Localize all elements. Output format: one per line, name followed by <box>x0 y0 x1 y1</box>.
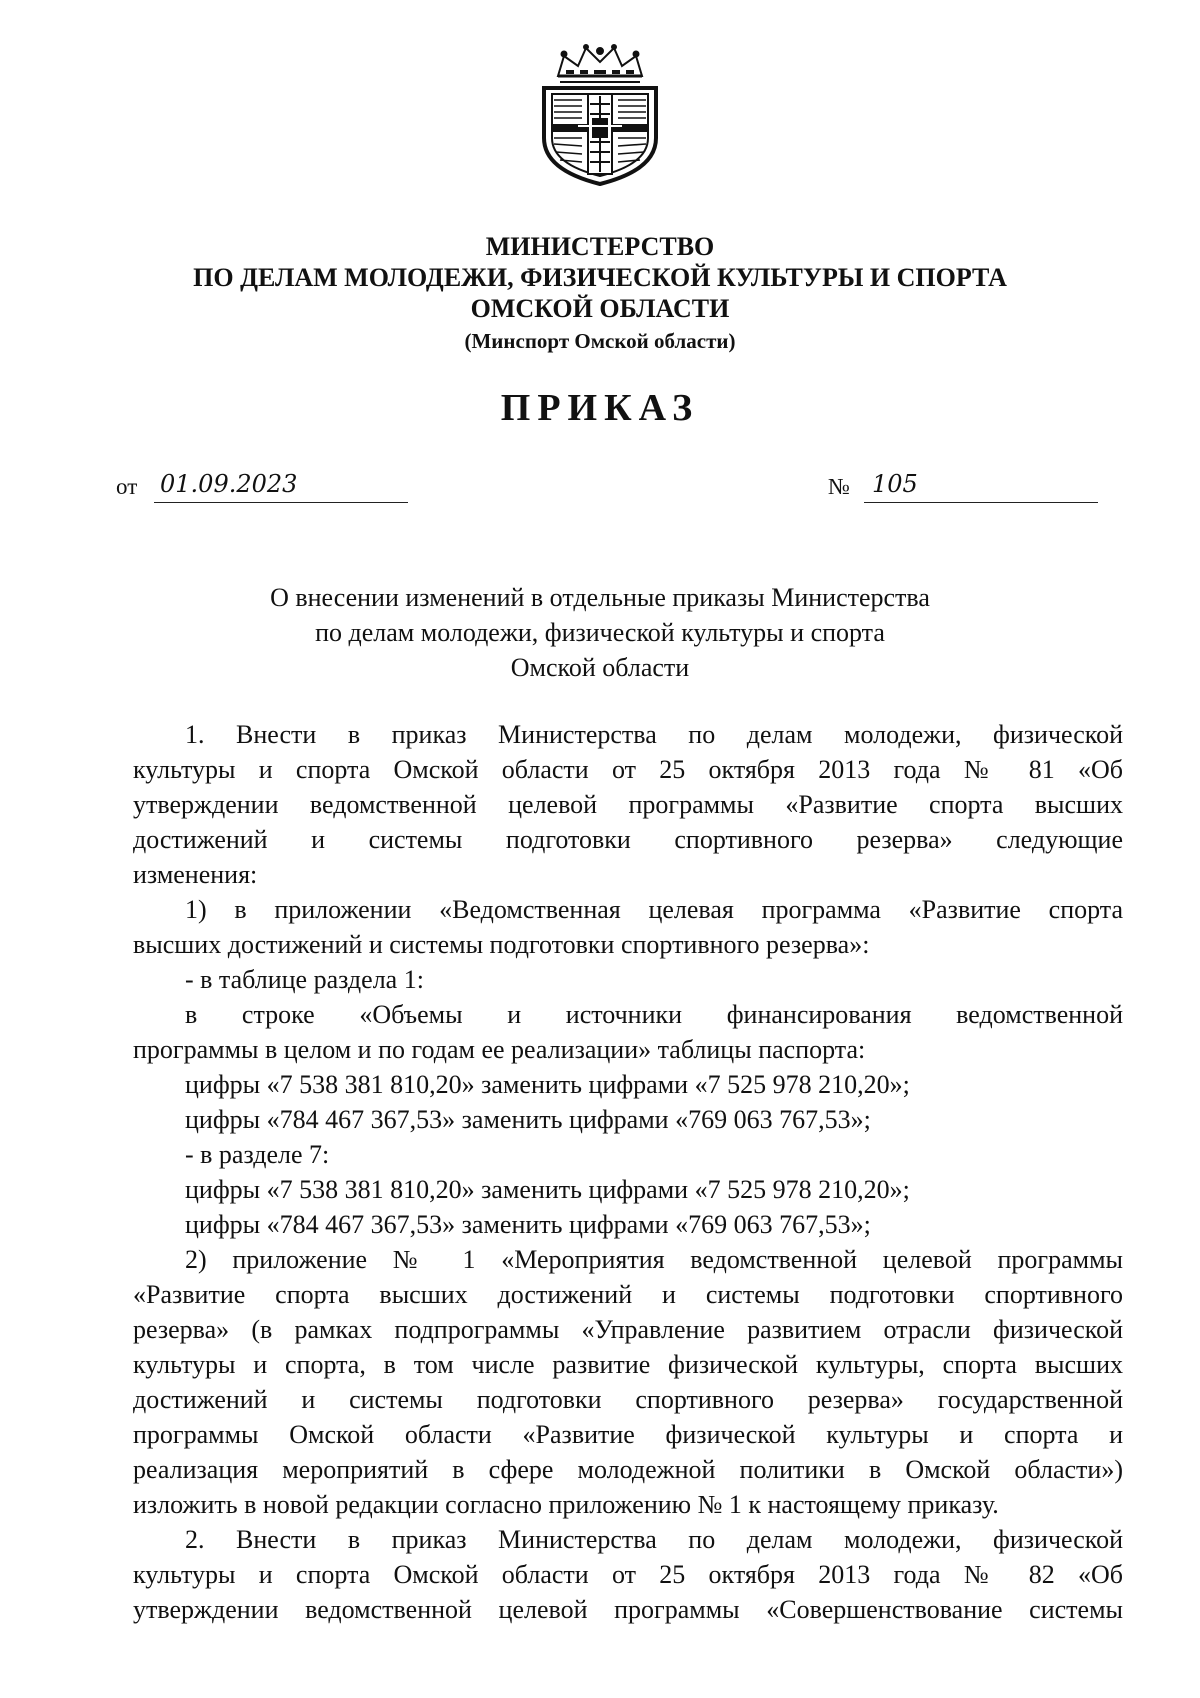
ministry-name-line-3: ОМСКОЙ ОБЛАСТИ <box>470 294 730 323</box>
body-line: цифры «7 538 381 810,20» заменить цифрами «7 525 978 210,20»; <box>185 1070 910 1099</box>
body-line: достижений и системы подготовки спортивного резерва» государственной <box>133 1385 1123 1414</box>
body-line: цифры «784 467 367,53» заменить цифрами «769 063 767,53»; <box>185 1105 871 1134</box>
date-label: от <box>116 474 138 499</box>
body-line: в строке «Объемы и источники финансирования ведомственной <box>185 1000 1123 1029</box>
body-line: изменения: <box>133 860 258 889</box>
body-line: - в таблице раздела 1: <box>185 965 424 994</box>
body-line: утверждении ведомственной целевой программы «Совершенствование системы <box>133 1595 1123 1624</box>
ministry-name-line-1: МИНИСТЕРСТВО <box>485 232 715 261</box>
body-line: утверждении ведомственной целевой программы «Развитие спорта высших <box>133 790 1123 819</box>
body-line: «Развитие спорта высших достижений и системы подготовки спортивного <box>133 1280 1123 1309</box>
coat-of-arms-emblem <box>530 42 670 188</box>
body-line: 2) приложение № 1 «Мероприятия ведомственной целевой программы <box>185 1245 1123 1274</box>
body-line: 1) в приложении «Ведомственная целевая программа «Развитие спорта <box>185 895 1123 924</box>
subject-line-3: Омской области <box>510 653 690 682</box>
body-line: высших достижений и системы подготовки спортивного резерва»: <box>133 930 870 959</box>
body-line: 1. Внести в приказ Министерства по делам молодежи, физической <box>185 720 1123 749</box>
body-line: культуры и спорта, в том числе развитие физической культуры, спорта высших <box>133 1350 1123 1379</box>
body-line: - в разделе 7: <box>185 1140 330 1169</box>
document-type-title: ПРИКАЗ <box>500 387 700 429</box>
subject-line-1: О внесении изменений в отдельные приказы Министерства <box>270 583 930 612</box>
ministry-name-line-2: ПО ДЕЛАМ МОЛОДЕЖИ, ФИЗИЧЕСКОЙ КУЛЬТУРЫ И СПОРТА <box>193 263 1007 292</box>
subject-line-2: по делам молодежи, физической культуры и спорта <box>315 618 885 647</box>
body-line: программы Омской области «Развитие физической культуры и спорта и <box>133 1420 1123 1449</box>
body-line: цифры «784 467 367,53» заменить цифрами «769 063 767,53»; <box>185 1210 871 1239</box>
date-underline <box>154 502 408 503</box>
body-line: программы в целом и по годам ее реализации» таблицы паспорта: <box>133 1035 866 1064</box>
body-line: 2. Внести в приказ Министерства по делам молодежи, физической <box>185 1525 1123 1554</box>
body-line: цифры «7 538 381 810,20» заменить цифрами «7 525 978 210,20»; <box>185 1175 910 1204</box>
body-line: достижений и системы подготовки спортивного резерва» следующие <box>133 825 1123 854</box>
number-value-handwritten: 105 <box>872 470 918 498</box>
body-line: изложить в новой редакции согласно приложению № 1 к настоящему приказу. <box>133 1490 999 1519</box>
body-line: культуры и спорта Омской области от 25 октября 2013 года № 82 «Об <box>133 1560 1123 1589</box>
body-line: реализация мероприятий в сфере молодежной политики в Омской области») <box>133 1455 1123 1484</box>
body-line: резерва» (в рамках подпрограммы «Управление развитием отрасли физической <box>133 1315 1123 1344</box>
number-underline <box>864 502 1098 503</box>
ministry-short-name: (Минспорт Омской области) <box>464 329 736 353</box>
date-value-handwritten: 01.09.2023 <box>160 470 298 498</box>
body-line: культуры и спорта Омской области от 25 октября 2013 года № 81 «Об <box>133 755 1123 784</box>
number-label: № <box>828 474 850 499</box>
